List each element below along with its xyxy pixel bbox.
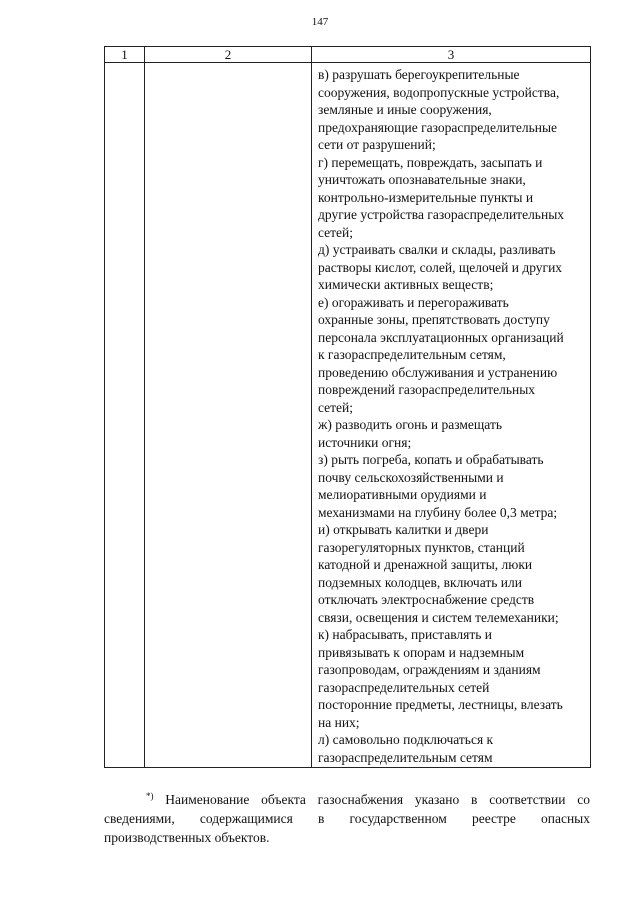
list-item-line: подземных колодцев, включать или xyxy=(318,574,522,590)
list-item-line: источники огня; xyxy=(318,434,412,450)
list-item-line: химически активных веществ; xyxy=(318,277,494,292)
list-item-line: проведению обслуживания и устранению xyxy=(318,364,558,380)
footnote-line-3: производственных объектов. xyxy=(104,830,270,845)
list-item-line: уничтожать опознавательные знаки, xyxy=(318,172,526,187)
list-item-line: персонала эксплуатационных организаций xyxy=(318,329,564,345)
list-item-line: ж) разводить огонь и размещать xyxy=(318,417,503,432)
list-item-line: на них; xyxy=(318,714,360,730)
list-item-line: земляные и иные сооружения, xyxy=(318,102,492,117)
table-header-row xyxy=(105,47,591,63)
table-cell-col2 xyxy=(145,63,312,768)
list-item-line: е) огораживать и перегораживать xyxy=(318,294,509,310)
table-row xyxy=(105,63,591,768)
list-item-line: растворы кислот, солей, щелочей и других xyxy=(318,259,563,275)
list-item-line: л) самовольно подключаться к xyxy=(318,732,494,747)
list-item-line: сети от разрушений; xyxy=(318,137,436,152)
column-header-3: 3 xyxy=(312,47,591,63)
column-header-2: 2 xyxy=(145,47,312,63)
list-item-line: з) рыть погреба, копать и обрабатывать xyxy=(318,452,544,467)
list-item-line: д) устраивать свалки и склады, разливать xyxy=(318,242,556,257)
requirements-table xyxy=(104,46,591,768)
list-item-line: почву сельскохозяйственными и xyxy=(318,469,504,485)
footnote-marker: *) xyxy=(146,791,154,801)
list-item-line: газопроводам, ограждениям и зданиям xyxy=(318,662,541,677)
list-item-line: мелиоративными орудиями и xyxy=(318,487,487,502)
footnote-line-2: сведениями, содержащимися в государственном реестре опасных xyxy=(104,811,590,826)
list-item-line: к газораспределительным сетям, xyxy=(318,347,506,362)
list-item-line: катодной и дренажной защиты, люки xyxy=(318,557,533,572)
list-item-line: газораспределительных сетей xyxy=(318,679,490,695)
list-item-line: механизмами на глубину более 0,3 метра; xyxy=(318,504,558,520)
list-item-line: предохраняющие газораспределительные xyxy=(318,119,558,135)
list-item-line: сооружения, водопропускные устройства, xyxy=(318,84,560,100)
list-item-line: г) перемещать, повреждать, засыпать и xyxy=(318,154,543,170)
list-item-line: в) разрушать берегоукрепительные xyxy=(318,67,520,82)
table-cell-col3 xyxy=(312,63,591,768)
list-item-line: к) набрасывать, приставлять и xyxy=(318,627,493,642)
list-item-line: другие устройства газораспределительных xyxy=(318,207,565,222)
prohibitions-list xyxy=(312,63,590,766)
list-item-line: посторонние предметы, лестницы, влезать xyxy=(318,697,563,712)
list-item-line: связи, освещения и систем телемеханики; xyxy=(318,609,559,625)
list-item-line: газорегуляторных пунктов, станций xyxy=(318,539,525,555)
footnote-text-1: Наименование объекта газоснабжения указано в соответствии со xyxy=(165,792,591,807)
footnote-line-1 xyxy=(104,787,590,809)
list-item-line: сетей; xyxy=(318,399,354,415)
list-item-line: и) открывать калитки и двери xyxy=(318,522,489,537)
list-item-line: контрольно-измерительные пункты и xyxy=(318,189,534,205)
table-cell-col1 xyxy=(105,63,145,768)
list-item-line: охранные зоны, препятствовать доступу xyxy=(318,312,550,327)
list-item-line: сетей; xyxy=(318,224,354,240)
footnote xyxy=(104,787,590,847)
list-item-line: газораспределительным сетям xyxy=(318,749,493,765)
list-item-line: отключать электроснабжение средств xyxy=(318,592,535,607)
page-number: 147 xyxy=(311,16,329,28)
column-header-1: 1 xyxy=(105,47,145,63)
list-item-line: повреждений газораспределительных xyxy=(318,382,536,397)
list-item-line: привязывать к опорам и надземным xyxy=(318,644,525,660)
